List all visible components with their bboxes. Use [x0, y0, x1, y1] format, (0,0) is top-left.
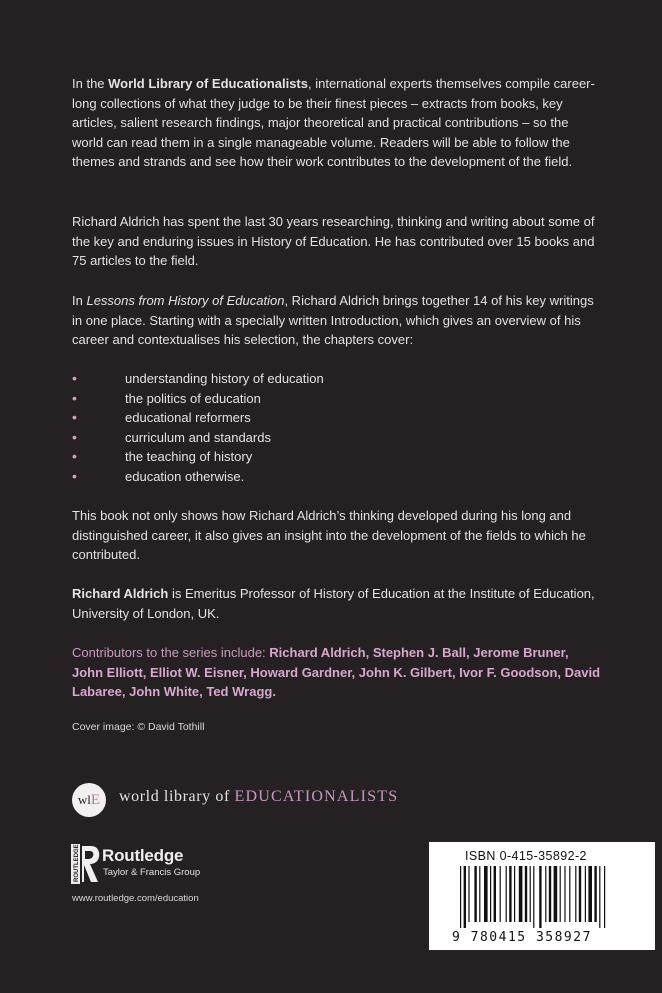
topic-label: the politics of education [125, 390, 261, 406]
contributors-paragraph [72, 643, 602, 702]
intro-rest: , international experts themselves compile career-long collections of what they judge to be their finest pieces – extracts from books, key articles, salient research findings, major theoretical and practical contributions – so the world can read them in a single manageable volume. Readers will be able to follow the themes and strands and see how their work contributes to the development of the field. [72, 76, 595, 170]
lessons-rest: , Richard Aldrich brings together 14 of his key writings in one place. Starting with a specially written Introduction, which gives an overview of his career and contextualises his selection, the chapters cover: [72, 293, 594, 348]
barcode-bar [464, 866, 466, 928]
barcode-bar [506, 866, 507, 922]
list-item [72, 408, 324, 428]
thinking-paragraph [72, 506, 602, 565]
list-item [72, 467, 324, 487]
barcode-number: 9 780415 358927 [452, 930, 592, 945]
series-title-bold: World Library of Educationalists [108, 76, 308, 91]
list-item [72, 428, 324, 448]
cover-image-credit: Cover image: © David Tothill [72, 721, 205, 733]
barcode-bar [484, 866, 488, 922]
publisher-url: www.routledge.com/education [72, 893, 199, 904]
series-name [119, 788, 398, 806]
bullet-icon: • [72, 370, 77, 386]
thinking-text: This book not only shows how Richard Aldrich’s thinking developed during his long and distinguished career, it also gives an insight into the development of the fields to which he contributed. [72, 508, 586, 563]
publisher-name: Routledge [102, 846, 184, 865]
barcode-bar [525, 866, 527, 922]
barcode-bar [560, 866, 561, 922]
lessons-lead: In [72, 293, 87, 308]
barcode-bar [585, 866, 586, 922]
barcode-bar [519, 866, 523, 922]
isbn-label: ISBN 0-415-35892-2 [465, 849, 587, 863]
barcode-bar [579, 866, 581, 922]
barcode-bar [490, 866, 491, 922]
topic-label: educational reformers [125, 410, 251, 425]
barcode-bar [604, 866, 605, 928]
barcode-bar [588, 866, 592, 922]
bullet-icon: • [72, 448, 77, 464]
barcode-bar [554, 866, 558, 922]
barcode-bar [594, 866, 596, 922]
routledge-vertical-mark: ROUTLEDGE [73, 844, 80, 882]
bullet-icon: • [72, 467, 77, 484]
barcode-bar [500, 866, 501, 922]
barcode-bar [530, 866, 531, 922]
routledge-logo-icon [71, 844, 101, 884]
barcode-bar [539, 866, 541, 928]
barcode-icon [458, 866, 638, 928]
intro-lead: In the [72, 76, 109, 91]
aldrich-paragraph [72, 212, 602, 271]
topic-label: the teaching of history [125, 449, 253, 464]
topic-label: understanding history of education [125, 371, 324, 386]
series-logo-accent: E [90, 792, 101, 808]
topic-label: education otherwise. [125, 468, 245, 484]
aldrich-text: Richard Aldrich has spent the last 30 years researching, thinking and writing about some of the key and enduring issues in History of Education. He has contributed over 15 books and 75 articles to the field. [72, 214, 595, 269]
list-item [72, 447, 324, 467]
book-title-italic: Lessons from History of Education [86, 293, 285, 308]
barcode-bar [569, 866, 570, 922]
publisher-group: Taylor & Francis Group [103, 867, 201, 878]
list-item [72, 389, 324, 409]
barcode-bar [460, 866, 461, 928]
barcode-bar [494, 866, 496, 922]
barcode-bar [549, 866, 551, 922]
series-logo [72, 783, 106, 817]
topic-label: curriculum and standards [125, 429, 271, 445]
barcode-bar [468, 866, 469, 922]
barcode-bar [533, 866, 534, 928]
series-name-upper: EDUCATIONALISTS [234, 788, 399, 805]
lessons-paragraph [72, 291, 602, 350]
bullet-icon: • [72, 428, 77, 445]
barcode-bar [564, 866, 565, 922]
list-item [72, 369, 324, 389]
chapter-topics-list [72, 369, 324, 486]
author-bio [72, 584, 602, 623]
bullet-icon: • [72, 409, 77, 425]
intro-paragraph [72, 74, 602, 172]
bullet-icon: • [72, 389, 77, 406]
barcode-bar [575, 866, 576, 922]
barcode-bar [474, 866, 476, 922]
series-logo-letters: wl [77, 792, 91, 807]
contributors-names: Richard Aldrich, Stephen J. Ball, Jerome Bruner, John Elliott, Elliot W. Eisner, Howard Gardner, John K. Gilbert, Ivor F. Goodson, David Labaree, John White, Ted Wragg. [72, 645, 601, 700]
barcode-bar [514, 866, 515, 922]
barcode-bar [509, 866, 511, 922]
barcode-bar [479, 866, 480, 922]
barcode-bar [545, 866, 546, 922]
barcode-bar [599, 866, 600, 928]
series-name-lower: world library of [119, 788, 235, 805]
contributors-lead: Contributors to the series include: [72, 645, 270, 660]
bio-rest: is Emeritus Professor of History of Education at the Institute of Education, University of London, UK. [72, 586, 595, 621]
author-name: Richard Aldrich [72, 586, 169, 601]
